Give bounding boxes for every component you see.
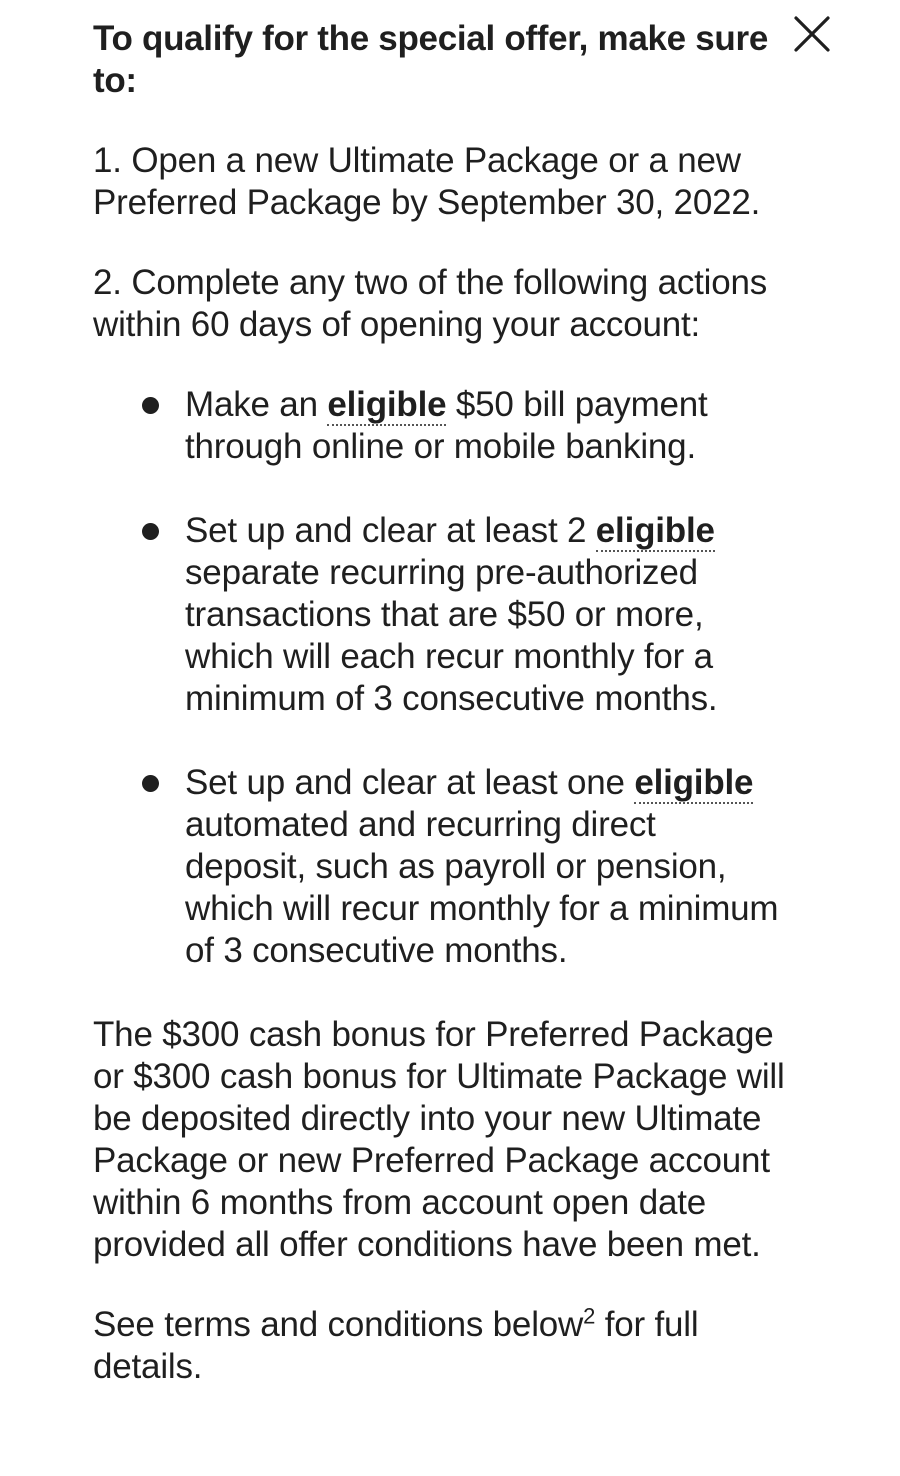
terms-text-after: for full details.: [93, 1305, 699, 1386]
action-text-before: Set up and clear at least one: [185, 763, 635, 802]
list-item: [93, 762, 785, 972]
eligible-link[interactable]: eligible: [634, 763, 754, 802]
bullet-dot-icon: [142, 775, 159, 792]
action-text-before: Make an: [185, 385, 328, 424]
eligible-link[interactable]: eligible: [327, 385, 447, 424]
eligible-link[interactable]: eligible: [595, 511, 715, 550]
action-text-after: $50 bill payment through online or mobile banking.: [185, 385, 708, 466]
modal-heading: To qualify for the special offer, make sure to:: [93, 19, 768, 100]
step-2-text: 2. Complete any two of the following actions within 60 days of opening your account:: [93, 263, 768, 344]
qualifying-actions-list: [93, 384, 813, 972]
action-text-before: Set up and clear at least 2: [185, 511, 596, 550]
action-text-after: separate recurring pre-authorized transactions that are $50 or more, which will each recur monthly for a minimum of 3 consecutive months.: [185, 553, 718, 718]
bullet-dot-icon: [142, 523, 159, 540]
list-item: [93, 384, 785, 468]
bonus-deposit-text: The $300 cash bonus for Preferred Package or $300 cash bonus for Ultimate Package will be deposited directly into your new Ultimate Package or new Preferred Package account within 6 months from account open date provided all offer conditions have been met.: [93, 1015, 785, 1264]
action-text-after: automated and recurring direct deposit, such as payroll or pension, which will recur monthly for a minimum of 3 consecutive months.: [185, 805, 779, 970]
modal-content: [93, 18, 813, 1388]
footnote-marker[interactable]: 2: [583, 1303, 596, 1329]
terms-text-before: See terms and conditions below: [93, 1305, 584, 1344]
list-item: [93, 510, 785, 720]
bullet-dot-icon: [142, 397, 159, 414]
terms-reference: [93, 1304, 813, 1388]
step-1-text: 1. Open a new Ultimate Package or a new Preferred Package by September 30, 2022.: [93, 141, 761, 222]
